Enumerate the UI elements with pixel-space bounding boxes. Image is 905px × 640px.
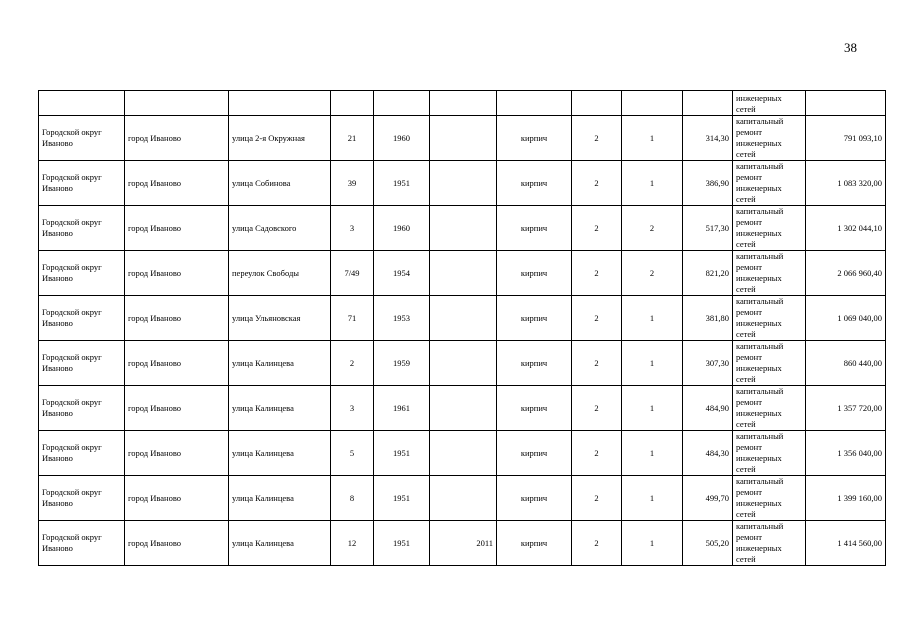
district-cell: Городской округ Иваново xyxy=(39,116,125,161)
area-cell: 499,70 xyxy=(683,476,733,521)
year-built-cell: 1951 xyxy=(374,521,430,566)
floors-cell: 2 xyxy=(572,341,622,386)
year-built-cell: 1953 xyxy=(374,296,430,341)
district-cell: Городской округ Иваново xyxy=(39,206,125,251)
work-type-cell: капитальный ремонт инженерных сетей xyxy=(733,206,806,251)
wall-material-cell: кирпич xyxy=(497,161,572,206)
cost-cell: 1 302 044,10 xyxy=(806,206,886,251)
wall-material-cell: кирпич xyxy=(497,476,572,521)
year-built-cell: 1951 xyxy=(374,476,430,521)
area-cell: 484,30 xyxy=(683,431,733,476)
year-last-repair-cell xyxy=(430,296,497,341)
area-cell: 505,20 xyxy=(683,521,733,566)
cost-cell: 860 440,00 xyxy=(806,341,886,386)
cost-cell: 1 357 720,00 xyxy=(806,386,886,431)
entrances-cell: 2 xyxy=(622,251,683,296)
house-number-cell: 39 xyxy=(331,161,374,206)
table-row xyxy=(39,521,886,566)
table-row xyxy=(39,341,886,386)
wall-material-cell: кирпич xyxy=(497,386,572,431)
district-cell: Городской округ Иваново xyxy=(39,296,125,341)
area-cell: 381,80 xyxy=(683,296,733,341)
house-number-cell: 7/49 xyxy=(331,251,374,296)
city-cell: город Иваново xyxy=(125,521,229,566)
year-built-cell: 1954 xyxy=(374,251,430,296)
cost-cell: 1 414 560,00 xyxy=(806,521,886,566)
housing-repair-table xyxy=(38,90,886,566)
floors-cell: 2 xyxy=(572,521,622,566)
district-cell: Городской округ Иваново xyxy=(39,161,125,206)
table-row xyxy=(39,386,886,431)
year-built-cell: 1951 xyxy=(374,431,430,476)
street-cell: улица Калинцева xyxy=(229,386,331,431)
cost-cell: 1 083 320,00 xyxy=(806,161,886,206)
house-number-cell: 71 xyxy=(331,296,374,341)
district-cell: Городской округ Иваново xyxy=(39,431,125,476)
floors-cell: 2 xyxy=(572,116,622,161)
street-cell: улица Калинцева xyxy=(229,476,331,521)
area-cell: 314,30 xyxy=(683,116,733,161)
year-last-repair-cell xyxy=(430,386,497,431)
district-cell: Городской округ Иваново xyxy=(39,251,125,296)
table-row xyxy=(39,431,886,476)
cost-cell: 1 069 040,00 xyxy=(806,296,886,341)
city-cell: город Иваново xyxy=(125,476,229,521)
floors-cell: 2 xyxy=(572,386,622,431)
house-number-cell: 3 xyxy=(331,386,374,431)
street-cell: улица 2-я Окружная xyxy=(229,116,331,161)
city-cell: город Иваново xyxy=(125,386,229,431)
work-type-cell: капитальный ремонт инженерных сетей xyxy=(733,296,806,341)
entrances-cell: 1 xyxy=(622,431,683,476)
area-cell: 386,90 xyxy=(683,161,733,206)
city-cell: город Иваново xyxy=(125,341,229,386)
entrances-cell: 1 xyxy=(622,296,683,341)
house-number-cell: 5 xyxy=(331,431,374,476)
district-cell: Городской округ Иваново xyxy=(39,476,125,521)
wall-material-cell: кирпич xyxy=(497,206,572,251)
entrances-cell: 2 xyxy=(622,206,683,251)
wall-material-cell: кирпич xyxy=(497,341,572,386)
wall-material-cell: кирпич xyxy=(497,116,572,161)
entrances-cell: 1 xyxy=(622,476,683,521)
table-row xyxy=(39,476,886,521)
area-cell: 484,90 xyxy=(683,386,733,431)
house-number-cell: 12 xyxy=(331,521,374,566)
work-type-cell: капитальный ремонт инженерных сетей xyxy=(733,161,806,206)
work-type-cell: капитальный ремонт инженерных сетей xyxy=(733,341,806,386)
area-cell: 517,30 xyxy=(683,206,733,251)
entrances-cell: 1 xyxy=(622,341,683,386)
cost-cell: 2 066 960,40 xyxy=(806,251,886,296)
table-row xyxy=(39,296,886,341)
city-cell: город Иваново xyxy=(125,251,229,296)
entrances-cell: 1 xyxy=(622,116,683,161)
street-cell: улица Ульяновская xyxy=(229,296,331,341)
area-cell: 821,20 xyxy=(683,251,733,296)
house-number-cell: 8 xyxy=(331,476,374,521)
wall-material-cell: кирпич xyxy=(497,431,572,476)
street-cell: улица Калинцева xyxy=(229,521,331,566)
street-cell: улица Садовского xyxy=(229,206,331,251)
city-cell: город Иваново xyxy=(125,296,229,341)
district-cell: Городской округ Иваново xyxy=(39,386,125,431)
district-cell: Городской округ Иваново xyxy=(39,341,125,386)
page-number: 38 xyxy=(844,40,857,55)
floors-cell: 2 xyxy=(572,251,622,296)
floors-cell: 2 xyxy=(572,296,622,341)
work-type-cell: капитальный ремонт инженерных сетей xyxy=(733,116,806,161)
wall-material-cell: кирпич xyxy=(497,251,572,296)
cost-cell: 1 399 160,00 xyxy=(806,476,886,521)
street-cell: переулок Свободы xyxy=(229,251,331,296)
year-last-repair-cell xyxy=(430,161,497,206)
city-cell: город Иваново xyxy=(125,206,229,251)
street-cell: улица Калинцева xyxy=(229,431,331,476)
floors-cell: 2 xyxy=(572,431,622,476)
year-last-repair-cell xyxy=(430,431,497,476)
house-number-cell: 21 xyxy=(331,116,374,161)
year-built-cell: 1961 xyxy=(374,386,430,431)
year-built-cell: 1959 xyxy=(374,341,430,386)
floors-cell: 2 xyxy=(572,161,622,206)
city-cell: город Иваново xyxy=(125,161,229,206)
city-cell: город Иваново xyxy=(125,116,229,161)
year-built-cell: 1951 xyxy=(374,161,430,206)
year-last-repair-cell xyxy=(430,116,497,161)
entrances-cell: 1 xyxy=(622,161,683,206)
table-row xyxy=(39,251,886,296)
work-type-cell: капитальный ремонт инженерных сетей xyxy=(733,521,806,566)
entrances-cell: 1 xyxy=(622,521,683,566)
continued-row xyxy=(39,91,886,116)
year-built-cell: 1960 xyxy=(374,206,430,251)
floors-cell: 2 xyxy=(572,206,622,251)
wall-material-cell: кирпич xyxy=(497,296,572,341)
area-cell: 307,30 xyxy=(683,341,733,386)
year-built-cell: 1960 xyxy=(374,116,430,161)
floors-cell: 2 xyxy=(572,476,622,521)
house-number-cell: 3 xyxy=(331,206,374,251)
street-cell: улица Собинова xyxy=(229,161,331,206)
district-cell: Городской округ Иваново xyxy=(39,521,125,566)
work-type-cell: капитальный ремонт инженерных сетей xyxy=(733,251,806,296)
table-body xyxy=(39,91,886,566)
city-cell: город Иваново xyxy=(125,431,229,476)
year-last-repair-cell: 2011 xyxy=(430,521,497,566)
house-number-cell: 2 xyxy=(331,341,374,386)
cost-cell: 1 356 040,00 xyxy=(806,431,886,476)
work-type-cell: капитальный ремонт инженерных сетей xyxy=(733,476,806,521)
table-row xyxy=(39,206,886,251)
street-cell: улица Калинцева xyxy=(229,341,331,386)
year-last-repair-cell xyxy=(430,206,497,251)
wall-material-cell: кирпич xyxy=(497,521,572,566)
year-last-repair-cell xyxy=(430,251,497,296)
year-last-repair-cell xyxy=(430,341,497,386)
work-type-cell: капитальный ремонт инженерных сетей xyxy=(733,431,806,476)
table-row xyxy=(39,116,886,161)
entrances-cell: 1 xyxy=(622,386,683,431)
work-type-cell: капитальный ремонт инженерных сетей xyxy=(733,386,806,431)
year-last-repair-cell xyxy=(430,476,497,521)
work-type-cell: инженерных сетей xyxy=(733,91,806,116)
table-row xyxy=(39,161,886,206)
cost-cell: 791 093,10 xyxy=(806,116,886,161)
